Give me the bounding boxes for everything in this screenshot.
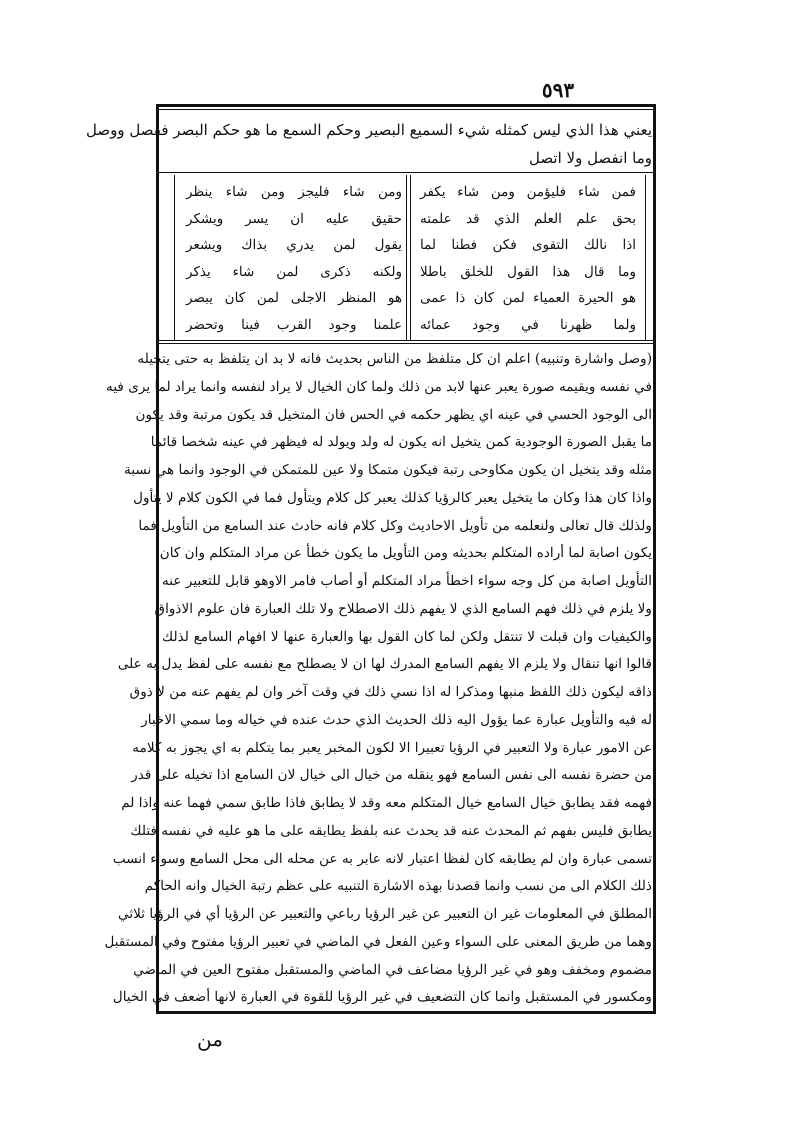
verse-column-left bbox=[186, 179, 402, 339]
commentary-line: والكيفيات وان قبلت لا تنتقل ولكن لما كان القول بها والعبارة عنها لا افهام السامع لذلك bbox=[162, 628, 652, 645]
verse-separator bbox=[156, 340, 656, 341]
commentary-line: له فيه والتأويل عبارة عما يؤول اليه ذلك الحديث الذي حدث عنده في خياله وما سمي الاخبار bbox=[141, 711, 652, 728]
verse-line: حقيق عليه ان يسر ويشكر bbox=[186, 210, 402, 227]
verse-column-divider bbox=[410, 175, 411, 340]
commentary-line: في نفسه ويقيمه صورة يعبر عنها لابد من ذلك ولما كان الخيال لا يراد لنفسه وانما يراد لما يرى فيه bbox=[106, 378, 652, 395]
commentary-line: ولذلك قال تعالى ولنعلمه من تأويل الاحاديث وكل كلام فانه حادث عند السامع من التأويل فما bbox=[138, 517, 652, 534]
verse-line: ولكنه ذكرى لمن شاء يذكر bbox=[186, 263, 402, 280]
verse-box-right-rule bbox=[645, 175, 646, 340]
frame-right-rule bbox=[653, 104, 656, 1014]
verse-line: يقول لمن يدري بذاك ويشعر bbox=[186, 237, 402, 253]
verse-line: هو الحيرة العمياء لمن كان ذا عمى bbox=[420, 290, 636, 306]
verse-separator-double bbox=[156, 343, 656, 344]
commentary-line: فهمه فقد يطابق خيال السامع خيال المتكلم معه وقد لا يطابق فاذا طابق سمي فهما عنه واذا لم bbox=[121, 795, 652, 811]
commentary-line: ما يقبل الصورة الوجودية كمن يتخيل انه يكون له ولد ويولد له فيظهر في عينه شخصا قائما bbox=[150, 434, 652, 451]
header-text bbox=[86, 116, 652, 172]
commentary-line: قالوا انها تنقال ولا يلزم الا يفهم السامع المدرك لها ان لا يصطلح مع نفسه على لفظ يدل به على bbox=[117, 656, 652, 673]
commentary-line: الى الوجود الحسي في عينه اي يظهر حكمه في الحس فان المتخيل قد يكون مرتبة وقد يكون bbox=[135, 406, 652, 423]
commentary-line: (وصل واشارة وتنبيه) اعلم ان كل متلفظ من الناس بحديث فانه لا بد ان يتلفظ به حتى يتخيله bbox=[137, 351, 652, 367]
commentary-line: ذاقه ليكون ذلك اللفظ منبها ومذكرا له اذا نسي ذلك في وقت آخر وان لم يفهم عنه من لا ذوق bbox=[129, 684, 652, 700]
verse-column-divider-inner bbox=[406, 175, 407, 340]
commentary-line: ومكسور في المستقبل وانما كان التضعيف في غير الرؤيا للقوة في العبارة لانها أضعف في الخيال bbox=[112, 989, 652, 1006]
verse-line: وما قال هذا القول للخلق باطلا bbox=[420, 263, 636, 280]
commentary-line: واذا كان هذا وكان ما يتخيل يعبر كالرؤيا كذلك يعبر كل كلام ويتأول فما في الكون كلام لا يتأول bbox=[133, 489, 652, 506]
commentary-line: التأويل اصابة من كل وجه سواء اخطأ مراد المتكلم أو أصاب فامر الاوهو قابل للتعبير عنه bbox=[162, 573, 652, 589]
verse-line: علمنا وجود القرب فينا وتحضر bbox=[186, 316, 402, 333]
verse-column-right bbox=[420, 179, 636, 339]
header-line: وما انفصل ولا اتصل bbox=[529, 149, 652, 167]
verse-line: ولما ظهرنا في وجود عمائه bbox=[420, 316, 636, 333]
commentary-line: يكون اصابة لما أراده المتكلم بحديثه ومن التأويل ما يكون خطأ عن مراد المتكلم وان كان bbox=[159, 545, 652, 562]
commentary-line: ذلك الكلام الى من نسب وانما قصدنا بهذه الاشارة التنبيه على عظم رتبة الخيال وانه الحاكم bbox=[144, 878, 652, 895]
frame-top-rule bbox=[156, 104, 656, 107]
frame-top-inner-rule bbox=[156, 109, 656, 110]
verse-line: اذا نالك التقوى فكن فطنا لما bbox=[420, 237, 636, 253]
verse-box-left-rule bbox=[174, 175, 175, 340]
commentary-line: يطابق فليس بفهم ثم المحدث عنه قد يحدث عنه بلفظ يطابقه على ما هو عليه في نفسه فتلك bbox=[130, 822, 652, 839]
commentary-line: وهما من طريق المعنى على السواء وعين الفعل في الماضي في تعبير الرؤيا مفتوح وفي المستقبل bbox=[104, 933, 652, 950]
header-separator bbox=[156, 172, 656, 173]
verse-line: هو المنظر الاجلى لمن كان يبصر bbox=[186, 290, 402, 306]
header-line: يعني هذا الذي ليس كمثله شيء السميع البصير وحكم السمع ما هو حكم البصر ففصل ووصل bbox=[86, 121, 652, 139]
commentary-line: ولا يلزم في ذلك فهم السامع الذي لا يفهم ذلك الاصطلاح ولا تلك العبارة فان علوم الاذواق bbox=[154, 600, 652, 617]
verse-box bbox=[174, 175, 646, 340]
commentary-line: مثله وقد يتخيل ان يكون مكاوحى رتبة فيكون متمكا ولا عين للمتمكن في الوجود وانما هي نسبة bbox=[124, 462, 652, 478]
catchword: من bbox=[197, 1027, 223, 1051]
verse-line: بحق علم العلم الذي قد علمته bbox=[420, 210, 636, 227]
commentary-line: مضموم ومخفف وهو في غير الرؤيا مضاعف في الماضي والمستقبل مفتوح العين في الماضي bbox=[133, 961, 652, 978]
commentary-line: تسمى عبارة وان لم يطابقه كان لفظا اعتبار لانه عابر به عن محله الى محل السامع وسواء انسب bbox=[112, 850, 652, 867]
commentary-line: من حضرة نفسه الى نفس السامع فهو ينقله من خيال الى خيال لان السامع اذا تخيله على قدر bbox=[131, 767, 652, 784]
verse-line: فمن شاء فليؤمن ومن شاء يكفر bbox=[420, 184, 636, 200]
commentary-text bbox=[104, 346, 652, 1014]
commentary-line: المطلق في المعلومات غير ان التعبير عن غير الرؤيا رباعي والتعبير عن الرؤيا أي في الرؤيا ثلاثي bbox=[118, 906, 652, 922]
commentary-line: عن الامور عبارة ولا التعبير في الرؤيا تعبيرا الا لكون المخبر يعبر بما يتكلم به اي يجوز به كلامه bbox=[132, 739, 652, 756]
page-number: ٥٩٣ bbox=[541, 78, 575, 102]
verse-line: ومن شاء فليجز ومن شاء ينظر bbox=[186, 184, 402, 200]
